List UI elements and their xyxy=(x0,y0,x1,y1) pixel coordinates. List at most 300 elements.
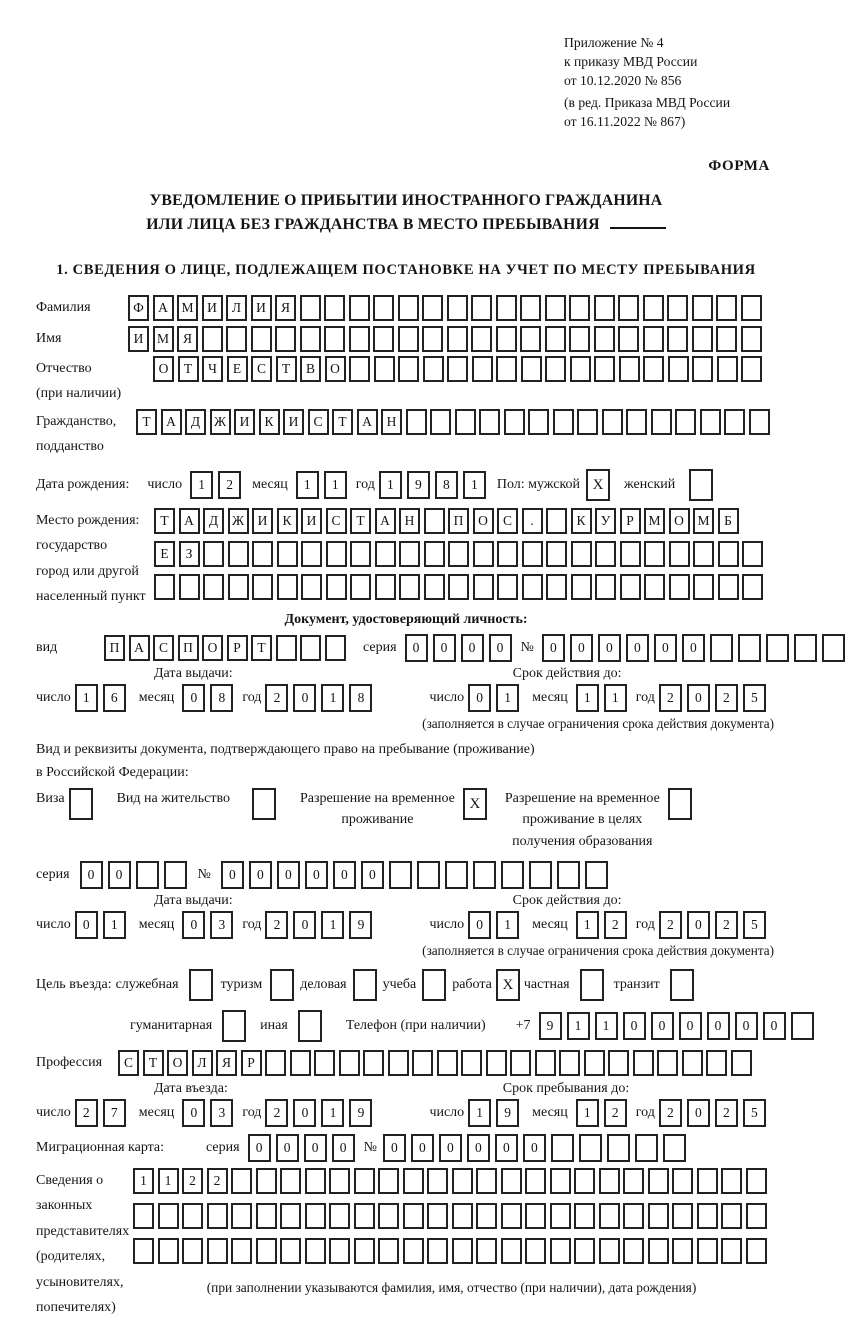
cell[interactable]: 2 xyxy=(604,911,627,939)
cell[interactable] xyxy=(182,1238,203,1264)
cell[interactable] xyxy=(301,574,322,600)
cell[interactable]: 9 xyxy=(407,471,430,499)
cell[interactable]: А xyxy=(357,409,378,435)
cell[interactable]: Т xyxy=(143,1050,164,1076)
cell[interactable] xyxy=(375,574,396,600)
cell[interactable]: Ф xyxy=(128,295,149,321)
cell[interactable] xyxy=(280,1203,301,1229)
stay-day-input[interactable] xyxy=(468,1099,524,1127)
cell[interactable]: И xyxy=(252,508,273,534)
cell[interactable] xyxy=(422,295,443,321)
profession-input[interactable] xyxy=(118,1050,755,1076)
cell[interactable] xyxy=(693,541,714,567)
cell[interactable]: 1 xyxy=(576,911,599,939)
purpose-humanitarian-checkbox[interactable] xyxy=(222,1010,246,1042)
cell[interactable]: 2 xyxy=(75,1099,98,1127)
cell[interactable] xyxy=(479,409,500,435)
cell[interactable]: 0 xyxy=(570,634,593,662)
cell[interactable] xyxy=(406,409,427,435)
rvp-expiry-year-input[interactable] xyxy=(659,911,771,939)
cell[interactable] xyxy=(399,541,420,567)
name-input[interactable] xyxy=(128,326,765,352)
cell[interactable]: С xyxy=(497,508,518,534)
cell[interactable] xyxy=(766,634,789,662)
cell[interactable]: 0 xyxy=(735,1012,758,1040)
cell[interactable] xyxy=(623,1168,644,1194)
rvp-series-input[interactable] xyxy=(80,861,192,889)
cell[interactable] xyxy=(207,1238,228,1264)
cell[interactable] xyxy=(620,574,641,600)
purpose-study-checkbox[interactable] xyxy=(422,969,446,1001)
cell[interactable] xyxy=(275,326,296,352)
cell[interactable] xyxy=(651,409,672,435)
cell[interactable] xyxy=(349,356,370,382)
cell[interactable]: 1 xyxy=(496,684,519,712)
purpose-official-checkbox[interactable] xyxy=(189,969,213,1001)
cell[interactable] xyxy=(594,356,615,382)
cell[interactable]: 2 xyxy=(604,1099,627,1127)
cell[interactable] xyxy=(373,295,394,321)
cell[interactable] xyxy=(471,326,492,352)
cell[interactable] xyxy=(692,326,713,352)
cell[interactable] xyxy=(501,861,524,889)
cell[interactable]: А xyxy=(153,295,174,321)
cell[interactable]: Б xyxy=(718,508,739,534)
birth-place-row1-input[interactable] xyxy=(154,508,767,534)
cell[interactable]: 0 xyxy=(277,861,300,889)
cell[interactable] xyxy=(595,541,616,567)
cell[interactable] xyxy=(300,295,321,321)
cell[interactable] xyxy=(579,1134,602,1162)
cell[interactable] xyxy=(584,1050,605,1076)
cell[interactable]: 2 xyxy=(715,911,738,939)
cell[interactable]: М xyxy=(644,508,665,534)
cell[interactable] xyxy=(599,1238,620,1264)
cell[interactable] xyxy=(448,541,469,567)
cell[interactable] xyxy=(749,409,770,435)
cell[interactable] xyxy=(577,409,598,435)
cell[interactable] xyxy=(455,409,476,435)
cell[interactable] xyxy=(574,1238,595,1264)
cell[interactable] xyxy=(731,1050,752,1076)
cell[interactable] xyxy=(504,409,525,435)
cell[interactable] xyxy=(136,861,159,889)
cell[interactable] xyxy=(521,356,542,382)
cell[interactable] xyxy=(497,541,518,567)
cell[interactable] xyxy=(231,1238,252,1264)
cell[interactable] xyxy=(424,508,445,534)
cell[interactable]: Я xyxy=(275,295,296,321)
cell[interactable]: 0 xyxy=(182,684,205,712)
cell[interactable] xyxy=(692,356,713,382)
cell[interactable] xyxy=(324,295,345,321)
cell[interactable] xyxy=(373,326,394,352)
cell[interactable]: С xyxy=(326,508,347,534)
cell[interactable] xyxy=(417,861,440,889)
cell[interactable]: 2 xyxy=(265,684,288,712)
cell[interactable] xyxy=(158,1238,179,1264)
cell[interactable]: 0 xyxy=(687,911,710,939)
cell[interactable]: О xyxy=(202,635,223,661)
cell[interactable] xyxy=(672,1168,693,1194)
cell[interactable] xyxy=(710,634,733,662)
cell[interactable]: 2 xyxy=(659,911,682,939)
cell[interactable]: С xyxy=(153,635,174,661)
cell[interactable] xyxy=(202,326,223,352)
cell[interactable]: Т xyxy=(276,356,297,382)
purpose-transit-checkbox[interactable] xyxy=(670,969,694,1001)
cell[interactable]: О xyxy=(669,508,690,534)
cell[interactable]: 1 xyxy=(296,471,319,499)
cell[interactable] xyxy=(252,574,273,600)
purpose-private-checkbox[interactable] xyxy=(580,969,604,1001)
cell[interactable] xyxy=(445,861,468,889)
cell[interactable] xyxy=(501,1168,522,1194)
doc-issue-month-input[interactable] xyxy=(182,684,238,712)
cell[interactable] xyxy=(746,1168,767,1194)
cell[interactable]: 1 xyxy=(567,1012,590,1040)
cell[interactable] xyxy=(585,861,608,889)
cell[interactable]: 1 xyxy=(75,684,98,712)
cell[interactable] xyxy=(574,1203,595,1229)
rvp-expiry-month-input[interactable] xyxy=(576,911,632,939)
cell[interactable]: О xyxy=(167,1050,188,1076)
cell[interactable]: 0 xyxy=(305,861,328,889)
cell[interactable] xyxy=(447,326,468,352)
cell[interactable] xyxy=(522,574,543,600)
cell[interactable]: 1 xyxy=(321,684,344,712)
rvp-number-input[interactable] xyxy=(221,861,613,889)
cell[interactable] xyxy=(672,1203,693,1229)
cell[interactable] xyxy=(228,541,249,567)
cell[interactable]: Н xyxy=(381,409,402,435)
cell[interactable]: 1 xyxy=(576,1099,599,1127)
doc-issue-day-input[interactable] xyxy=(75,684,131,712)
cell[interactable]: 9 xyxy=(349,1099,372,1127)
cell[interactable] xyxy=(669,574,690,600)
cell[interactable]: П xyxy=(104,635,125,661)
cell[interactable] xyxy=(461,1050,482,1076)
cell[interactable] xyxy=(623,1203,644,1229)
cell[interactable]: 0 xyxy=(523,1134,546,1162)
cell[interactable] xyxy=(706,1050,727,1076)
cell[interactable] xyxy=(378,1203,399,1229)
cell[interactable] xyxy=(623,1238,644,1264)
birth-year-input[interactable] xyxy=(379,471,491,499)
representatives-row1-input[interactable] xyxy=(133,1168,770,1194)
cell[interactable]: 0 xyxy=(687,684,710,712)
cell[interactable] xyxy=(644,541,665,567)
cell[interactable]: О xyxy=(153,356,174,382)
cell[interactable] xyxy=(697,1238,718,1264)
purpose-work-checkbox[interactable]: X xyxy=(496,969,520,1001)
cell[interactable] xyxy=(497,574,518,600)
cell[interactable] xyxy=(398,295,419,321)
cell[interactable] xyxy=(403,1238,424,1264)
cell[interactable] xyxy=(525,1168,546,1194)
cell[interactable] xyxy=(741,295,762,321)
cell[interactable] xyxy=(501,1203,522,1229)
cell[interactable] xyxy=(619,356,640,382)
cell[interactable] xyxy=(546,574,567,600)
cell[interactable]: Р xyxy=(241,1050,262,1076)
cell[interactable] xyxy=(574,1168,595,1194)
cell[interactable] xyxy=(618,295,639,321)
cell[interactable] xyxy=(354,1168,375,1194)
cell[interactable]: 1 xyxy=(468,1099,491,1127)
cell[interactable] xyxy=(496,326,517,352)
cell[interactable]: Н xyxy=(399,508,420,534)
cell[interactable] xyxy=(326,541,347,567)
cell[interactable]: Р xyxy=(620,508,641,534)
cell[interactable] xyxy=(486,1050,507,1076)
purpose-other-checkbox[interactable] xyxy=(298,1010,322,1042)
cell[interactable] xyxy=(520,326,541,352)
cell[interactable]: 0 xyxy=(468,911,491,939)
cell[interactable] xyxy=(154,574,175,600)
cell[interactable] xyxy=(546,508,567,534)
cell[interactable] xyxy=(424,541,445,567)
cell[interactable] xyxy=(635,1134,658,1162)
cell[interactable]: Т xyxy=(332,409,353,435)
cell[interactable] xyxy=(280,1168,301,1194)
rvp-expiry-day-input[interactable] xyxy=(468,911,524,939)
cell[interactable] xyxy=(398,326,419,352)
cell[interactable]: 8 xyxy=(210,684,233,712)
cell[interactable] xyxy=(427,1238,448,1264)
cell[interactable]: 0 xyxy=(495,1134,518,1162)
cell[interactable]: 0 xyxy=(276,1134,299,1162)
cell[interactable] xyxy=(643,356,664,382)
cell[interactable]: 3 xyxy=(210,1099,233,1127)
cell[interactable]: Ж xyxy=(228,508,249,534)
cell[interactable] xyxy=(550,1203,571,1229)
entry-day-input[interactable] xyxy=(75,1099,131,1127)
cell[interactable]: Т xyxy=(178,356,199,382)
cell[interactable] xyxy=(595,574,616,600)
cell[interactable] xyxy=(325,635,346,661)
cell[interactable] xyxy=(608,1050,629,1076)
cell[interactable]: 0 xyxy=(433,634,456,662)
cell[interactable]: 2 xyxy=(265,1099,288,1127)
cell[interactable] xyxy=(742,574,763,600)
cell[interactable] xyxy=(675,409,696,435)
cell[interactable] xyxy=(716,295,737,321)
cell[interactable]: И xyxy=(128,326,149,352)
cell[interactable] xyxy=(203,541,224,567)
cell[interactable] xyxy=(403,1168,424,1194)
cell[interactable] xyxy=(746,1238,767,1264)
cell[interactable]: Л xyxy=(192,1050,213,1076)
representatives-row2-input[interactable] xyxy=(133,1203,770,1229)
cell[interactable]: 1 xyxy=(103,911,126,939)
cell[interactable] xyxy=(501,1238,522,1264)
cell[interactable] xyxy=(569,295,590,321)
cell[interactable] xyxy=(822,634,845,662)
cell[interactable] xyxy=(305,1168,326,1194)
cell[interactable]: А xyxy=(179,508,200,534)
cell[interactable] xyxy=(349,326,370,352)
cell[interactable]: 0 xyxy=(293,684,316,712)
cell[interactable] xyxy=(551,1134,574,1162)
cell[interactable] xyxy=(599,1168,620,1194)
cell[interactable] xyxy=(721,1203,742,1229)
cell[interactable]: 0 xyxy=(542,634,565,662)
cell[interactable] xyxy=(717,356,738,382)
cell[interactable]: Т xyxy=(350,508,371,534)
cell[interactable]: Т xyxy=(136,409,157,435)
cell[interactable] xyxy=(473,574,494,600)
migration-series-input[interactable] xyxy=(248,1134,360,1162)
cell[interactable] xyxy=(133,1203,154,1229)
cell[interactable] xyxy=(667,295,688,321)
cell[interactable] xyxy=(179,574,200,600)
cell[interactable] xyxy=(648,1238,669,1264)
cell[interactable] xyxy=(324,326,345,352)
cell[interactable] xyxy=(570,356,591,382)
cell[interactable] xyxy=(452,1168,473,1194)
cell[interactable] xyxy=(228,574,249,600)
cell[interactable]: С xyxy=(118,1050,139,1076)
cell[interactable]: И xyxy=(301,508,322,534)
cell[interactable]: 7 xyxy=(103,1099,126,1127)
cell[interactable]: 1 xyxy=(321,1099,344,1127)
cell[interactable] xyxy=(363,1050,384,1076)
doc-issue-year-input[interactable] xyxy=(265,684,377,712)
cell[interactable] xyxy=(314,1050,335,1076)
cell[interactable] xyxy=(326,574,347,600)
cell[interactable] xyxy=(594,326,615,352)
cell[interactable] xyxy=(553,409,574,435)
cell[interactable] xyxy=(724,409,745,435)
cell[interactable] xyxy=(447,356,468,382)
cell[interactable] xyxy=(545,295,566,321)
cell[interactable]: 8 xyxy=(435,471,458,499)
rvp-issue-month-input[interactable] xyxy=(182,911,238,939)
cell[interactable]: 0 xyxy=(80,861,103,889)
cell[interactable] xyxy=(472,356,493,382)
cell[interactable]: 0 xyxy=(679,1012,702,1040)
cell[interactable]: О xyxy=(473,508,494,534)
cell[interactable]: Ж xyxy=(210,409,231,435)
cell[interactable] xyxy=(594,295,615,321)
cell[interactable]: 0 xyxy=(75,911,98,939)
cell[interactable] xyxy=(422,326,443,352)
cell[interactable] xyxy=(427,1203,448,1229)
cell[interactable] xyxy=(231,1168,252,1194)
cell[interactable]: 2 xyxy=(659,684,682,712)
cell[interactable]: 0 xyxy=(654,634,677,662)
cell[interactable] xyxy=(476,1168,497,1194)
cell[interactable]: К xyxy=(277,508,298,534)
cell[interactable]: Р xyxy=(227,635,248,661)
cell[interactable] xyxy=(738,634,761,662)
cell[interactable]: 1 xyxy=(321,911,344,939)
entry-year-input[interactable] xyxy=(265,1099,377,1127)
cell[interactable]: М xyxy=(177,295,198,321)
phone-input[interactable] xyxy=(539,1012,819,1040)
cell[interactable] xyxy=(522,541,543,567)
cell[interactable] xyxy=(525,1238,546,1264)
cell[interactable] xyxy=(741,356,762,382)
cell[interactable]: 0 xyxy=(687,1099,710,1127)
birth-month-input[interactable] xyxy=(296,471,352,499)
cell[interactable] xyxy=(571,541,592,567)
doc-number-input[interactable] xyxy=(542,634,850,662)
cell[interactable] xyxy=(452,1238,473,1264)
cell[interactable]: 2 xyxy=(715,684,738,712)
cell[interactable] xyxy=(667,326,688,352)
cell[interactable] xyxy=(550,1168,571,1194)
cell[interactable] xyxy=(329,1238,350,1264)
cell[interactable] xyxy=(164,861,187,889)
cell[interactable] xyxy=(693,574,714,600)
cell[interactable] xyxy=(644,574,665,600)
cell[interactable] xyxy=(305,1203,326,1229)
migration-number-input[interactable] xyxy=(383,1134,691,1162)
cell[interactable] xyxy=(256,1238,277,1264)
cell[interactable]: 0 xyxy=(598,634,621,662)
cell[interactable] xyxy=(794,634,817,662)
cell[interactable]: А xyxy=(129,635,150,661)
cell[interactable] xyxy=(546,541,567,567)
cell[interactable] xyxy=(476,1238,497,1264)
residence-permit-checkbox[interactable] xyxy=(252,788,276,820)
cell[interactable] xyxy=(700,409,721,435)
cell[interactable]: 2 xyxy=(715,1099,738,1127)
cell[interactable]: 0 xyxy=(489,634,512,662)
cell[interactable] xyxy=(672,1238,693,1264)
visa-checkbox[interactable] xyxy=(69,788,93,820)
cell[interactable] xyxy=(476,1203,497,1229)
rvp-issue-year-input[interactable] xyxy=(265,911,377,939)
cell[interactable] xyxy=(669,541,690,567)
cell[interactable]: И xyxy=(283,409,304,435)
cell[interactable] xyxy=(207,1203,228,1229)
cell[interactable]: 1 xyxy=(379,471,402,499)
cell[interactable] xyxy=(607,1134,630,1162)
cell[interactable] xyxy=(423,356,444,382)
cell[interactable] xyxy=(697,1203,718,1229)
cell[interactable]: М xyxy=(153,326,174,352)
cell[interactable]: Д xyxy=(185,409,206,435)
cell[interactable]: М xyxy=(693,508,714,534)
cell[interactable]: И xyxy=(251,295,272,321)
cell[interactable] xyxy=(545,326,566,352)
cell[interactable]: 0 xyxy=(468,684,491,712)
cell[interactable] xyxy=(633,1050,654,1076)
surname-input[interactable] xyxy=(128,295,765,321)
cell[interactable]: 1 xyxy=(576,684,599,712)
cell[interactable] xyxy=(350,541,371,567)
cell[interactable]: 1 xyxy=(190,471,213,499)
cell[interactable] xyxy=(569,326,590,352)
cell[interactable] xyxy=(620,541,641,567)
cell[interactable] xyxy=(648,1203,669,1229)
cell[interactable] xyxy=(471,295,492,321)
cell[interactable] xyxy=(354,1238,375,1264)
cell[interactable] xyxy=(559,1050,580,1076)
patronymic-input[interactable] xyxy=(153,356,766,382)
cell[interactable] xyxy=(300,635,321,661)
cell[interactable] xyxy=(378,1238,399,1264)
cell[interactable]: Л xyxy=(226,295,247,321)
cell[interactable] xyxy=(399,574,420,600)
cell[interactable]: 0 xyxy=(682,634,705,662)
cell[interactable]: 9 xyxy=(349,911,372,939)
doc-type-input[interactable] xyxy=(104,635,349,661)
cell[interactable] xyxy=(550,1238,571,1264)
